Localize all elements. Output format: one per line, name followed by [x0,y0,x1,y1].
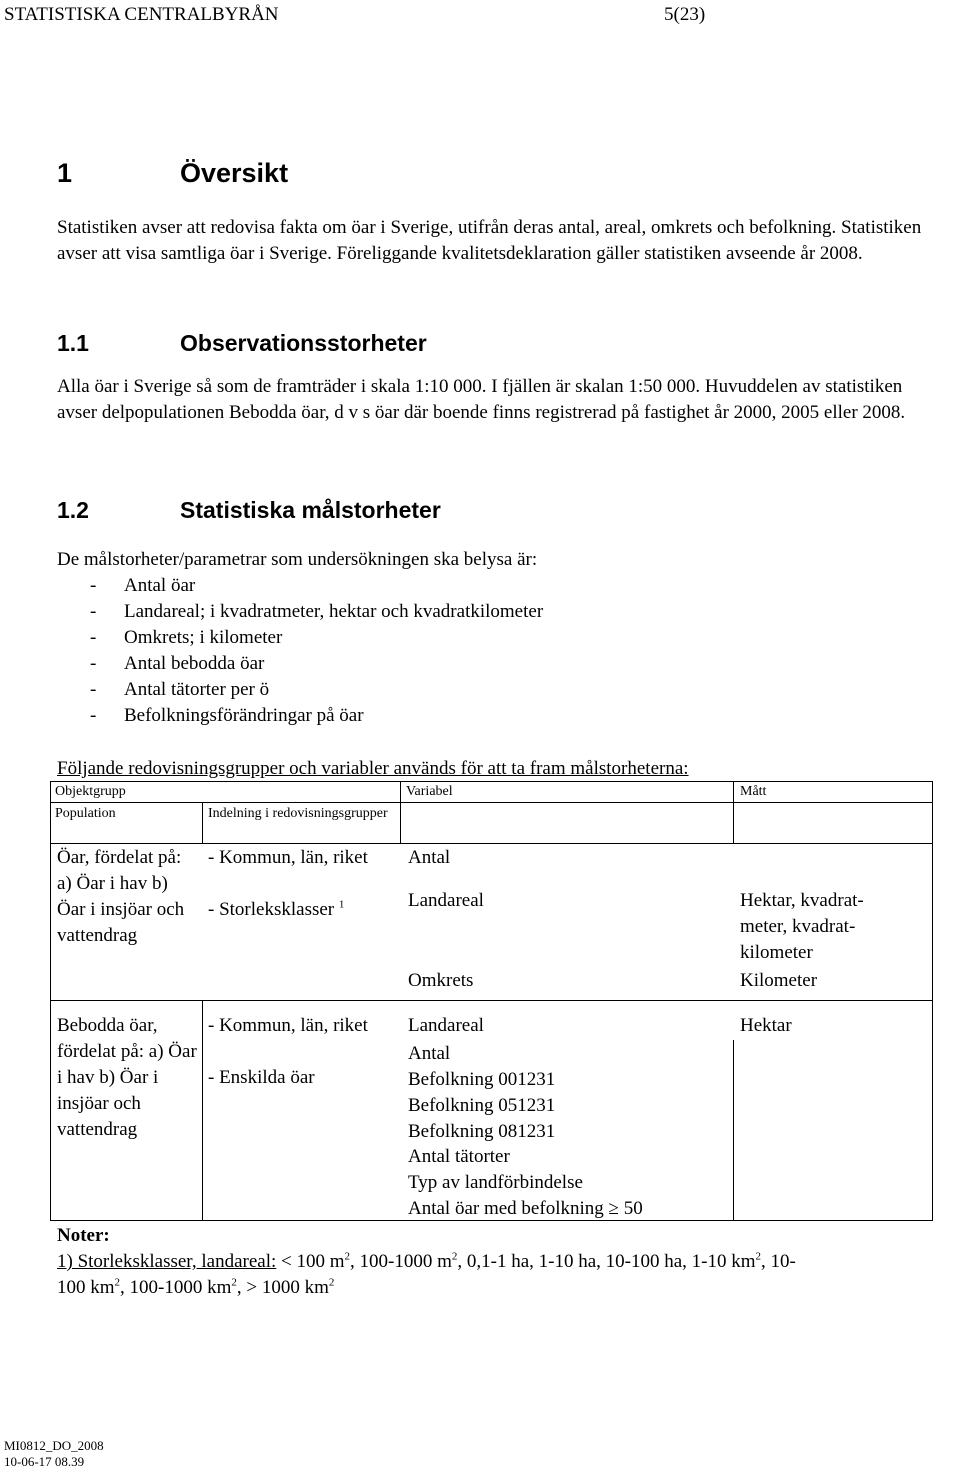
list-item [90,627,282,649]
superscript: 2 [114,1276,121,1289]
note-text: , 100-1000 km [120,1277,232,1298]
table-border [733,1040,734,1220]
note-1-line-2 [57,1275,334,1301]
table-cell-variabel: Befolkning 001231 [408,1069,556,1090]
list-dash: - [90,627,97,648]
section-1-1-text: Alla öar i Sverige så som de framträder i skala 1:10 000. I fjällen är skalan 1:50 000. Huvuddelen av statistiken avser delpopulationen Bebodda öar, d v s öar där boende finns registrerad på fastighet år 2000, 2005 eller 2008. [57,376,906,423]
list-dash: - [90,679,97,700]
table-cell-matt: Kilometer [740,970,818,991]
variabel-threshold: ≥ 50 [608,1198,643,1219]
table-cell-variabel: Antal [408,1043,451,1064]
table-cell-variabel: Landareal [408,890,484,911]
superscript: 2 [231,1276,237,1289]
list-item-text: Antal tätorter per ö [124,679,270,700]
note-text: , 0,1-1 ha, 1-10 ha, 10-100 ha, 1-10 km [457,1251,756,1272]
table-cell-population-1: Öar, fördelat på: a) Öar i hav b) Öar i insjöar och vattendrag [57,847,185,946]
note-1-line-1 [57,1249,796,1275]
indelning-text: - Storleksklasser [208,899,335,920]
list-item [90,601,543,623]
table-border [733,781,734,802]
organization-header: STATISTISKA CENTRALBYRÅN [4,4,279,25]
list-item [90,653,264,675]
table-cell-variabel: Antal [408,847,451,868]
list-item [90,705,364,727]
table-cell-variabel: Befolkning 081231 [408,1121,556,1142]
list-item-text: Landareal; i kvadratmeter, hektar och kvadratkilometer [124,601,544,622]
page-number: 5(23) [664,4,706,25]
section-1-title: Översikt [180,158,289,188]
footer-date: 10-06-17 08.39 [4,1454,85,1469]
table-intro: Följande redovisningsgrupper och variabler används för att ta fram målstorheterna: [57,758,689,779]
list-item [90,679,269,701]
table-cell-indelning-2b: - Enskilda öar [208,1067,315,1088]
table-border [400,781,401,802]
list-dash: - [90,601,97,622]
section-1-text: Statistiken avser att redovisa fakta om öar i Sverige, utifrån deras antal, areal, omkrets och befolkning. Statistiken avser att visa samtliga öar i Sverige. Föreliggande kvalitetsdeklaration gäller statistiken avseende år 2008. [57,217,922,264]
notes-title: Noter: [57,1225,110,1246]
superscript: 2 [328,1276,335,1289]
table-cell-matt: Hektar, kvadrat-meter, kvadrat-kilometer [740,890,864,963]
note-text: 100 km [57,1277,115,1298]
list-dash: - [90,653,97,674]
table-cell-variabel: Landareal [408,1015,484,1036]
note-1-label: 1) Storleksklasser, landareal: [57,1251,277,1272]
list-item [90,575,195,597]
table-border [202,802,203,844]
table-border [50,1000,933,1001]
table-cell-matt: Hektar [740,1015,792,1036]
list-item-text: Befolkningsförändringar på öar [124,705,364,726]
list-item-text: Antal bebodda öar [124,653,265,674]
table-header-variabel: Variabel [406,784,453,799]
section-1-2-title: Statistiska målstorheter [180,497,441,523]
table-border [202,1000,203,1220]
table-cell-variabel: Typ av landförbindelse [408,1172,583,1193]
section-1-1-title: Observationsstorheter [180,330,427,356]
note-text: , 100-1000 m [350,1251,452,1272]
list-dash: - [90,575,97,596]
note-text: < 100 m [276,1251,345,1272]
section-1-2-intro: De målstorheter/parametrar som undersökningen ska belysa är: [57,549,538,570]
table-cell-variabel [408,1196,643,1222]
variabel-text: Antal öar med befolkning [408,1198,604,1219]
table-cell-population-2: Bebodda öar, fördelat på: a) Öar i hav b) Öar i insjöar och vattendrag [57,1015,197,1140]
footnote-ref: 1 [338,898,345,911]
table-cell-indelning-2a: - Kommun, län, riket [208,1015,368,1036]
list-item-text: Antal öar [124,575,196,596]
table-header-matt: Mått [740,784,767,799]
list-item-text: Omkrets; i kilometer [124,627,283,648]
table-cell-variabel: Omkrets [408,970,474,991]
section-1-1-number: 1.1 [57,330,89,356]
table-cell-variabel: Befolkning 051231 [408,1095,556,1116]
superscript: 2 [755,1250,762,1263]
table-border [932,781,933,1221]
note-text: , 10- [761,1251,796,1272]
table-border [50,843,933,844]
section-1-number: 1 [57,158,73,188]
table-cell-indelning-1a: - Kommun, län, riket [208,847,368,868]
table-border [50,802,933,803]
table-header-population: Population [55,806,116,821]
list-dash: - [90,705,97,726]
table-border [400,802,401,844]
table-header-indelning: Indelning i redovisningsgrupper [208,806,388,821]
table-border [733,802,734,844]
table-cell-indelning-1b [208,897,344,923]
footer-doc-id: MI0812_DO_2008 [4,1438,104,1453]
note-text: , > 1000 km [236,1277,329,1298]
table-cell-variabel: Antal tätorter [408,1146,510,1167]
table-border [50,781,933,782]
table-header-objektgrupp: Objektgrupp [55,784,126,799]
section-1-2-number: 1.2 [57,497,89,523]
superscript: 2 [451,1250,458,1263]
table-border [50,781,51,1221]
superscript: 2 [344,1250,351,1263]
